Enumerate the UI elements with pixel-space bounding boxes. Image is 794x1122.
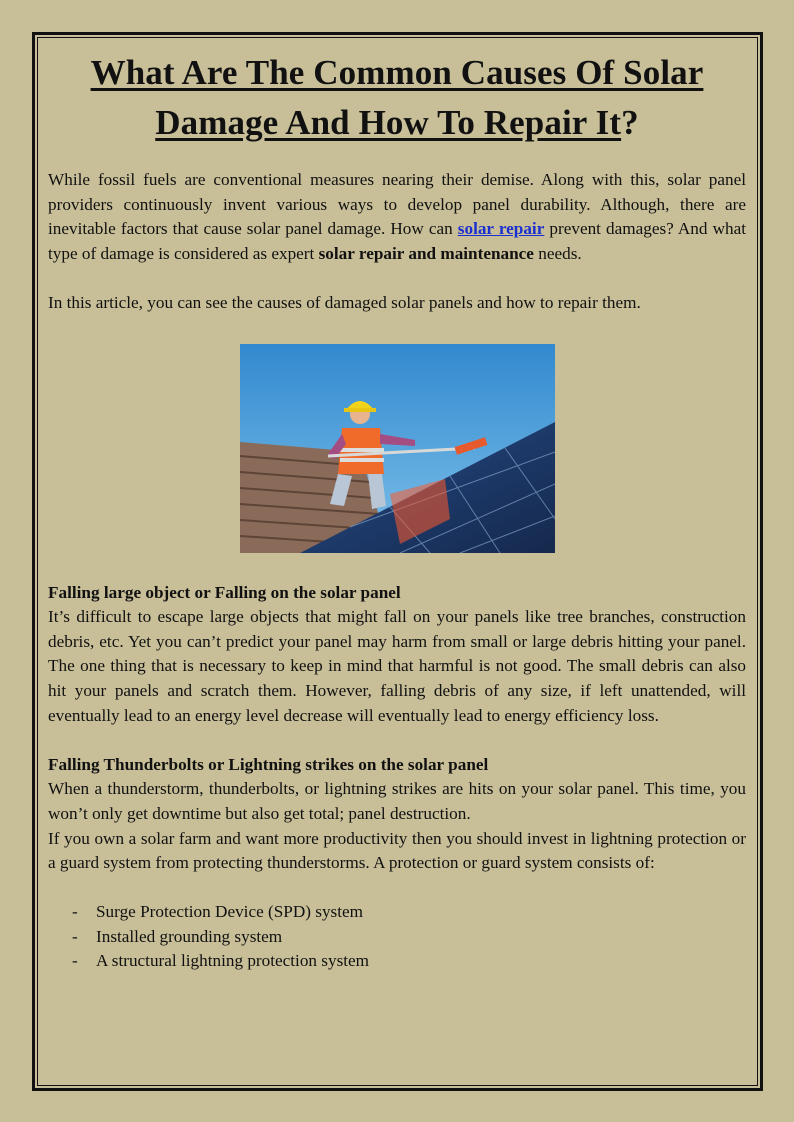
section-heading-lightning: Falling Thunderbolts or Lightning strikes on the solar panel [48,754,489,774]
section-body-lightning-1: When a thunderstorm, thunderbolts, or lightning strikes are hits on your solar panel. This time, you won’t only get downtime but also get total; panel destruction. [48,779,746,823]
article-note: In this article, you can see the causes of damaged solar panels and how to repair them. [48,292,641,312]
intro-text-3: needs. [533,243,582,263]
title-line-1: What Are The Common Causes Of Solar [90,53,704,92]
section-body-lightning-2: If you own a solar farm and want more productivity then you should invest in lightning protection or a guard system from protecting thunderstorms. A protection or guard system consists of: [48,828,746,873]
title-question-mark: ? [621,103,639,142]
title-line-2: Damage And How To Repair It [155,103,622,142]
section-heading-falling-objects: Falling large object or Falling on the solar panel [48,582,401,602]
intro-text-2: prevent damages? And what type of damage is considered as expert [48,219,746,263]
page-title [48,48,746,148]
article [48,48,746,974]
section-body-falling-objects: It’s difficult to escape large objects that might fall on your panels like tree branches, construction debris, etc. Yet you can’t predict your panel may harm from small or large debris hitting your panel. The one thing that is necessary to keep in mind that harmful is not good. The small debris can also hit your panels and scratch them. However, falling debris of any size, if left unattended, will eventually lead to an energy level decrease will eventually lead to energy efficiency loss. [48,607,746,725]
list-item: - A structural lightning protection system [72,951,370,971]
solar-repair-link[interactable]: solar repair [457,219,545,239]
solar-panel-worker-image [240,344,555,553]
intro-text-1: While fossil fuels are conventional measures nearing their demise. Along with this, solar panel providers continuously invent various ways to develop panel durability. Although, there are inevitable factors that cause solar panel damage. How can [48,170,746,239]
list-item: - Surge Protection Device (SPD) system [72,902,364,922]
protection-system-list [48,900,746,974]
intro-bold-text: solar repair and maintenance [318,243,534,263]
intro-paragraph [48,168,746,266]
list-item: - Installed grounding system [72,926,283,946]
